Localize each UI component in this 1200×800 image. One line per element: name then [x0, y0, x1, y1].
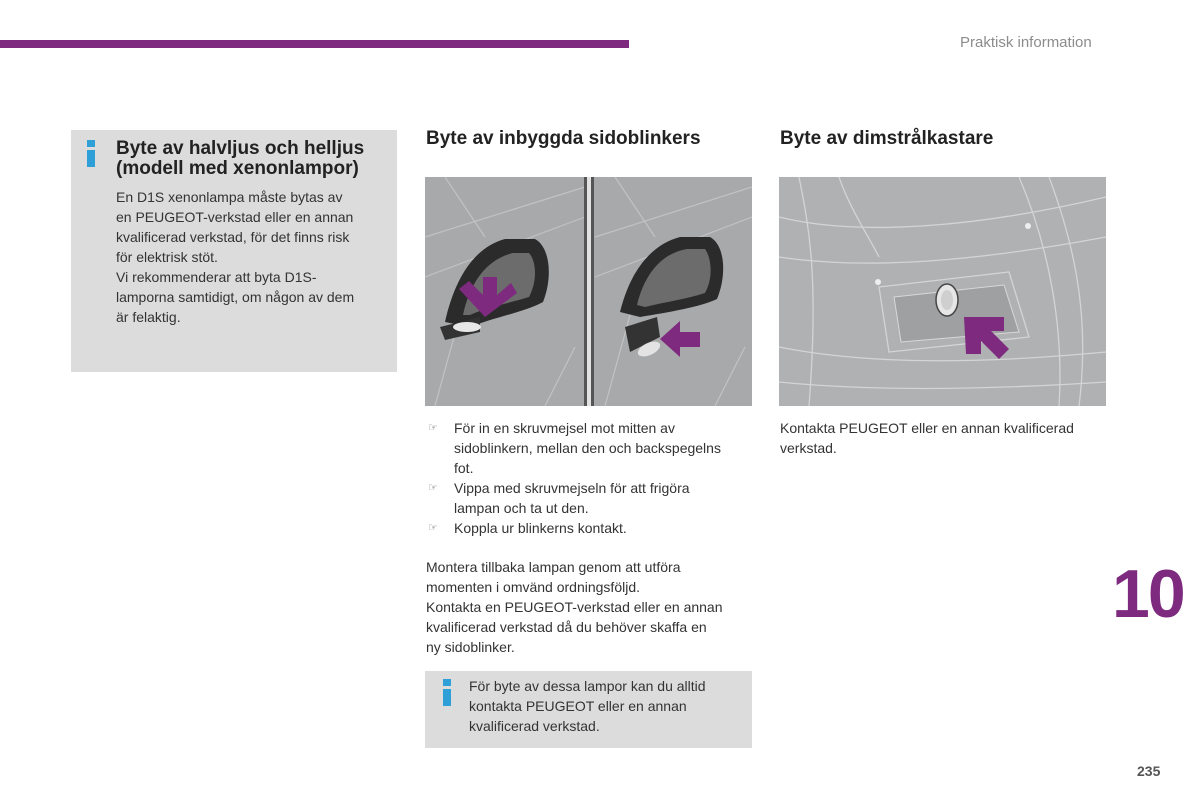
- fog-lamp-text: [780, 418, 1110, 458]
- text-line: verkstad.: [780, 440, 837, 456]
- info-box-text: [116, 187, 388, 327]
- text-line: En D1S xenonlampa måste bytas av: [116, 189, 343, 205]
- text-line: kvalificerad verkstad.: [469, 718, 600, 734]
- text-line: Kontakta PEUGEOT eller en annan kvalificerad: [780, 420, 1074, 436]
- info-box-title: Byte av halvljus och helljus (modell med xenonlampor): [116, 138, 365, 179]
- text-line: fot.: [454, 460, 474, 476]
- info-icon: [441, 679, 453, 707]
- info-icon: [85, 140, 97, 168]
- text-line: För in en skruvmejsel mot mitten av: [454, 420, 675, 436]
- text-line: Koppla ur blinkerns kontakt.: [454, 520, 627, 536]
- list-item: [426, 478, 756, 518]
- chapter-number: 10: [1112, 556, 1184, 632]
- text-line: momenten i omvänd ordningsföljd.: [426, 579, 641, 595]
- text-line: en PEUGEOT-verkstad eller en annan: [116, 209, 354, 225]
- text-line: lamporna samtidigt, om någon av dem: [116, 289, 355, 305]
- fog-lamp-title: Byte av dimstrålkastare: [780, 128, 994, 149]
- list-item: [426, 418, 756, 478]
- pointer-hand-icon: ☞: [428, 482, 438, 494]
- info-note-text: [469, 676, 739, 736]
- text-line: lampan och ta ut den.: [454, 500, 589, 516]
- fog-lamp-photo: [779, 177, 1106, 406]
- section-title: Praktisk information: [960, 34, 1092, 51]
- text-line: ny sidoblinker.: [426, 639, 515, 655]
- side-blinker-title: Byte av inbyggda sidoblinkers: [426, 128, 701, 149]
- text-line: Vippa med skruvmejseln för att frigöra: [454, 480, 690, 496]
- info-box-xenon: [71, 130, 397, 372]
- text-line: För byte av dessa lampor kan du alltid: [469, 678, 706, 694]
- pointer-hand-icon: ☞: [428, 422, 438, 434]
- reassembly-paragraph: [426, 557, 756, 657]
- text-line: Kontakta en PEUGEOT-verkstad eller en annan: [426, 599, 723, 615]
- info-note-box: [425, 671, 752, 748]
- header-accent-bar: [0, 40, 629, 48]
- text-line: kvalificerad verkstad, för det finns risk: [116, 229, 350, 245]
- page-number: 235: [1137, 763, 1161, 779]
- instruction-list: [426, 418, 756, 538]
- text-line: är felaktig.: [116, 309, 181, 325]
- list-item: [426, 518, 756, 538]
- text-line: kvalificerad verkstad då du behöver skaffa en: [426, 619, 707, 635]
- text-line: kontakta PEUGEOT eller en annan: [469, 698, 687, 714]
- pointer-hand-icon: ☞: [428, 522, 438, 534]
- side-mirror-photo: [425, 177, 752, 406]
- text-line: sidoblinkern, mellan den och backspegelns: [454, 440, 721, 456]
- text-line: Montera tillbaka lampan genom att utföra: [426, 559, 681, 575]
- text-line: Vi rekommenderar att byta D1S-: [116, 269, 317, 285]
- text-line: för elektrisk stöt.: [116, 249, 218, 265]
